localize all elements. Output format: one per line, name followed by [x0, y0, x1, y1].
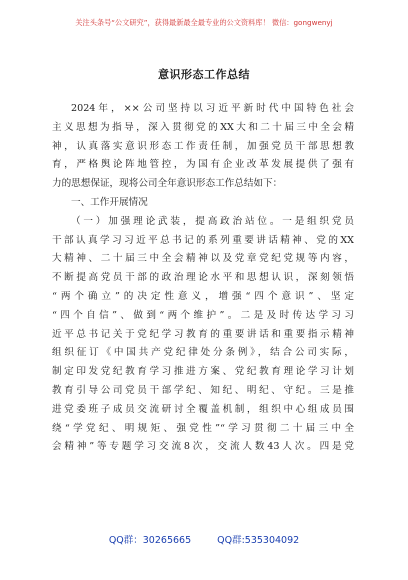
body-line-2: 主义思想为指导，深入贯彻党的XX大和二十届三中全会精 — [52, 121, 354, 133]
footer-qq-group-1: QQ群：30265665 — [108, 535, 192, 546]
body-line-19: 会精神”等专题学习交流8次，交流人数43人次。四是党 — [52, 441, 354, 453]
body-line-11: “两个确立”的决定性意义，增强“四个意识”、坚定 — [52, 290, 354, 302]
body-line-18: 绕“学党纪、明规矩、强党性”“学习贯彻二十届三中全 — [52, 422, 354, 434]
body-line-7: （一）加强理论武装，提高政治站位。一是组织党员 — [71, 215, 354, 227]
body-line-8: 干部认真学习习近平总书记的系列重要讲话精神、党的XX — [52, 234, 354, 246]
body-line-15: 制定印发党纪教育学习推进方案、党纪教育理论学习计划 — [52, 366, 354, 378]
body-line-16: 教育引导公司党员干部学纪、知纪、明纪、守纪。三是推 — [52, 384, 354, 396]
body-line-14: 组织征订《中国共产党纪律处分条例》，结合公司实际， — [52, 347, 354, 359]
footer-qq-group-2: QQ群:535304092 — [217, 535, 300, 546]
body-line-5: 力的思想保证，现将公司全年意识形态工作总结如下： — [52, 178, 283, 190]
body-line-13: 近平总书记关于党纪学习教育的重要讲话和重要指示精神 — [52, 328, 354, 340]
document-body — [52, 100, 354, 457]
top-banner: 关注头条号“公文研究”，获得最新最全最专业的公文资料库！ 微信：gongwenyj — [75, 18, 333, 27]
body-line-9: 大精神、二十届三中全会精神以及党章党纪党规等内容， — [52, 253, 354, 265]
document-title: 意识形态工作总结 — [158, 68, 250, 81]
footer-qq-groups — [0, 532, 408, 546]
body-line-12: “四个自信”、做到“两个维护”。二是及时传达学习习 — [52, 309, 354, 321]
body-line-4: 育，严格舆论阵地管控，为国有企业改革发展提供了强有 — [52, 159, 354, 171]
body-line-10: 不断提高党员干部的政治理论水平和思想认识，深刻领悟 — [52, 272, 354, 284]
body-line-1: 2024年，××公司坚持以习近平新时代中国特色社会 — [71, 103, 354, 114]
body-line-3: 神，认真落实意识形态工作责任制，加强党员干部思想教 — [52, 140, 354, 152]
section-heading: 一、工作开展情况 — [71, 196, 148, 208]
body-line-17: 进党委班子成员交流研讨全覆盖机制，组织中心组成员围 — [52, 403, 354, 415]
